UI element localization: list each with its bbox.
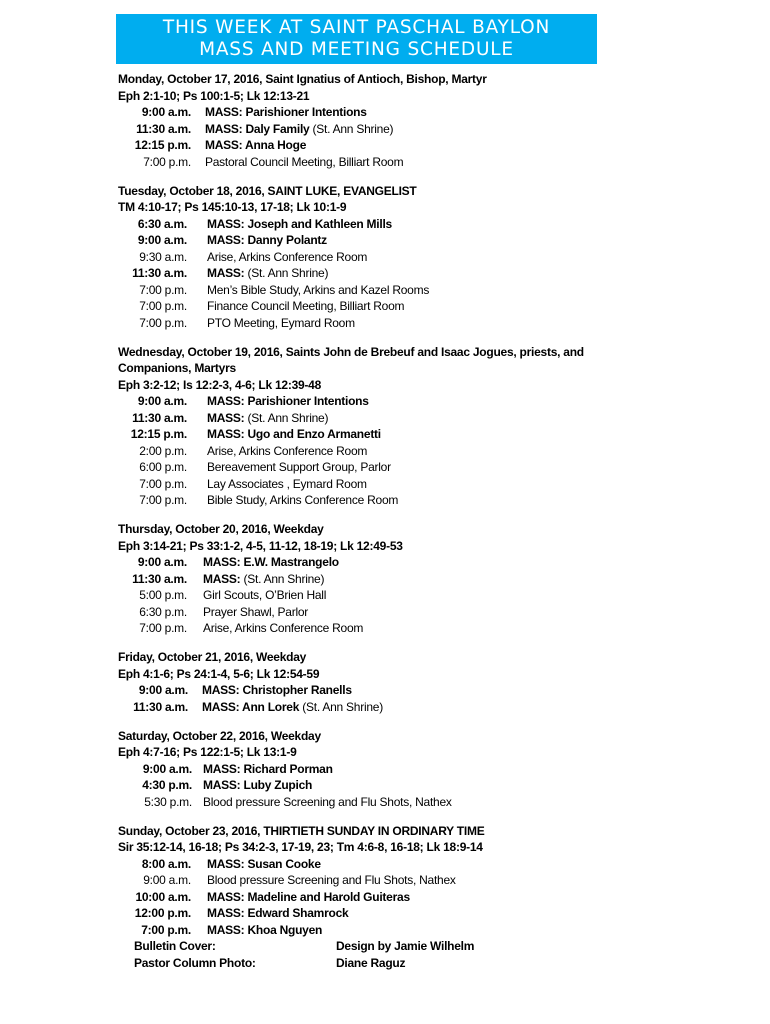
bulletin-cover-label: Bulletin Cover:: [134, 939, 216, 953]
mass-intention: MASS:: [207, 410, 245, 425]
bulletin-cover-value: Design by Jamie Wilhelm: [336, 939, 475, 953]
schedule-row: [118, 459, 588, 476]
event-description: [191, 922, 322, 939]
event-description: [187, 604, 308, 621]
event-time: 5:00 p.m.: [139, 588, 187, 602]
event-description: [192, 777, 312, 794]
event-description: [191, 856, 321, 873]
event-time: 12:15 p.m.: [130, 427, 187, 441]
schedule-row: [118, 154, 588, 171]
day-section-thu: [118, 521, 588, 637]
event-time: 11:30 a.m.: [136, 121, 191, 136]
event-description: [187, 587, 326, 604]
mass-intention: MASS: Richard Porman: [203, 761, 333, 776]
event-time: 9:00 a.m.: [143, 873, 191, 887]
event-time: 7:00 p.m.: [139, 299, 187, 313]
mass-intention: MASS: Anna Hoge: [205, 138, 307, 152]
day-section-fri: [118, 649, 588, 715]
event-description: [187, 571, 324, 588]
event-time: 9:00 a.m.: [137, 555, 187, 569]
event-detail: Men’s Bible Study, Arkins and Kazel Rooms: [207, 282, 430, 297]
event-description: [187, 298, 404, 315]
schedule-row: [118, 216, 588, 233]
event-description: [191, 905, 348, 922]
event-detail: Pastoral Council Meeting, Billiart Room: [205, 154, 404, 169]
mass-intention: MASS: Daly Family: [205, 121, 310, 136]
event-detail: Prayer Shawl, Parlor: [203, 604, 309, 619]
event-description: [187, 265, 328, 282]
schedule-row: [118, 265, 588, 282]
event-description: [188, 699, 383, 716]
day-heading: Tuesday, October 18, 2016, SAINT LUKE, EVANGELIST: [118, 183, 417, 198]
banner-title-line1: THIS WEEK AT SAINT PASCHAL BAYLON: [162, 17, 551, 38]
day-heading-line: Companions, Martyrs: [118, 361, 236, 375]
event-time: 8:00 a.m.: [141, 856, 191, 871]
day-section-tue: [118, 183, 588, 332]
event-time: 12:00 p.m.: [134, 906, 191, 920]
day-heading-line: TM 4:10-17; Ps 145:10-13, 17-18; Lk 10:1-9: [118, 200, 347, 214]
mass-intention: MASS: Madeline and Harold Guiteras: [207, 889, 410, 904]
event-description: [187, 459, 391, 476]
event-time: 11:30 a.m.: [133, 699, 188, 714]
event-description: [187, 315, 355, 332]
schedule-row: [118, 856, 588, 873]
event-time: 10:00 a.m.: [135, 889, 191, 904]
event-time: 9:00 a.m.: [142, 761, 192, 776]
event-description: [191, 872, 456, 889]
event-detail: (St. Ann Shrine): [244, 266, 329, 280]
day-heading: Sunday, October 23, 2016, THIRTIETH SUNDAY IN ORDINARY TIME: [118, 823, 485, 838]
schedule-row: [118, 682, 588, 699]
event-description: [191, 137, 306, 154]
schedule-row: [118, 554, 588, 571]
mass-intention: MASS: Khoa Nguyen: [207, 922, 323, 937]
event-time: 12:15 p.m.: [134, 138, 191, 152]
event-detail: Arise, Arkins Conference Room: [207, 443, 368, 458]
weekly-schedule: [118, 71, 588, 951]
credit-row-bulletin-cover: [134, 938, 474, 955]
mass-intention: MASS: Parishioner Intentions: [205, 105, 367, 119]
event-time: 9:30 a.m.: [139, 249, 187, 264]
event-time: 6:00 p.m.: [139, 460, 187, 474]
event-description: [187, 393, 369, 410]
event-time: 2:00 p.m.: [139, 443, 187, 458]
mass-intention: MASS:: [203, 571, 241, 586]
event-time: 11:30 a.m.: [132, 266, 187, 280]
schedule-row: [118, 905, 588, 922]
day-heading-line: Eph 4:7-16; Ps 122:1-5; Lk 13:1-9: [118, 745, 297, 759]
schedule-row: [118, 777, 588, 794]
event-description: [187, 554, 339, 571]
schedule-row: [118, 282, 588, 299]
event-time: 4:30 p.m.: [142, 778, 192, 792]
schedule-row: [118, 426, 588, 443]
schedule-row: [118, 249, 588, 266]
credits: [134, 938, 474, 971]
schedule-row: [118, 315, 588, 332]
event-detail: Lay Associates , Eymard Room: [207, 476, 367, 491]
event-description: [187, 216, 392, 233]
event-detail: (St. Ann Shrine): [299, 699, 383, 714]
event-description: [192, 761, 333, 778]
schedule-row: [118, 492, 588, 509]
schedule-row: [118, 137, 588, 154]
schedule-row: [118, 393, 588, 410]
event-detail: Arise, Arkins Conference Room: [203, 621, 364, 635]
event-time: 9:00 a.m.: [138, 683, 188, 697]
day-heading: Monday, October 17, 2016, Saint Ignatius of Antioch, Bishop, Martyr: [118, 72, 487, 86]
event-description: [191, 154, 403, 171]
schedule-banner: [116, 14, 597, 64]
mass-intention: MASS: Parishioner Intentions: [207, 394, 369, 408]
mass-intention: MASS: Ugo and Enzo Armanetti: [207, 427, 381, 441]
event-description: [191, 104, 367, 121]
event-detail: Girl Scouts, O’Brien Hall: [203, 588, 327, 602]
mass-intention: MASS: Danny Polantz: [207, 233, 327, 247]
day-section-sun: [118, 823, 588, 939]
schedule-row: [118, 604, 588, 621]
pastor-photo-label: Pastor Column Photo:: [134, 955, 256, 970]
event-detail: Blood pressure Screening and Flu Shots, Nathex: [203, 794, 452, 809]
credit-row-pastor-photo: [134, 955, 474, 972]
event-time: 7:00 p.m.: [139, 315, 187, 330]
schedule-row: [118, 232, 588, 249]
event-description: [187, 410, 328, 427]
mass-intention: MASS: Christopher Ranells: [202, 683, 352, 697]
schedule-row: [118, 443, 588, 460]
event-description: [187, 249, 367, 266]
day-heading-line: Eph 3:14-21; Ps 33:1-2, 4-5, 11-12, 18-19; Lk 12:49-53: [118, 538, 403, 553]
event-time: 7:00 p.m.: [139, 621, 187, 635]
event-time: 7:00 p.m.: [141, 922, 191, 937]
schedule-row: [118, 104, 588, 121]
event-description: [187, 476, 367, 493]
day-heading: Friday, October 21, 2016, Weekday: [118, 650, 307, 664]
schedule-row: [118, 571, 588, 588]
event-description: [187, 443, 367, 460]
day-heading-line: Sir 35:12-14, 16-18; Ps 34:2-3, 17-19, 23; Tm 4:6-8, 16-18; Lk 18:9-14: [118, 840, 483, 854]
day-section-sat: [118, 728, 588, 811]
event-detail: Finance Council Meeting, Billiart Room: [207, 299, 405, 313]
event-description: [191, 121, 393, 138]
day-heading: Saturday, October 22, 2016, Weekday: [118, 728, 321, 743]
event-detail: Bereavement Support Group, Parlor: [207, 460, 391, 474]
event-description: [187, 492, 398, 509]
event-description: [192, 794, 452, 811]
event-detail: PTO Meeting, Eymard Room: [207, 315, 355, 330]
event-time: 7:00 p.m.: [143, 154, 191, 169]
mass-intention: MASS:: [207, 266, 245, 280]
event-description: [188, 682, 352, 699]
event-time: 7:00 p.m.: [139, 282, 187, 297]
schedule-row: [118, 620, 588, 637]
day-heading-line: Eph 3:2-12; Is 12:2-3, 4-6; Lk 12:39-48: [118, 377, 322, 392]
day-heading: Thursday, October 20, 2016, Weekday: [118, 522, 324, 536]
mass-intention: MASS: Luby Zupich: [203, 778, 313, 792]
day-heading: Wednesday, October 19, 2016, Saints John de Brebeuf and Isaac Jogues, priests, and: [118, 344, 584, 359]
event-description: [187, 232, 327, 249]
event-description: [191, 889, 410, 906]
event-time: 6:30 p.m.: [139, 604, 187, 619]
event-detail: (St. Ann Shrine): [309, 121, 394, 136]
mass-intention: MASS: Edward Shamrock: [207, 906, 349, 920]
day-section-mon: [118, 71, 588, 170]
schedule-row: [118, 761, 588, 778]
event-time: 9:00 a.m.: [141, 105, 191, 119]
pastor-photo-value: Diane Raguz: [336, 955, 406, 970]
mass-intention: MASS: E.W. Mastrangelo: [203, 555, 339, 569]
event-description: [187, 282, 429, 299]
event-time: 5:30 p.m.: [144, 794, 192, 809]
day-heading-line: Eph 4:1-6; Ps 24:1-4, 5-6; Lk 12:54-59: [118, 666, 320, 681]
event-time: 7:00 p.m.: [139, 476, 187, 491]
schedule-row: [118, 587, 588, 604]
event-detail: Blood pressure Screening and Flu Shots, Nathex: [207, 873, 456, 887]
schedule-row: [118, 889, 588, 906]
schedule-row: [118, 922, 588, 939]
schedule-row: [118, 410, 588, 427]
event-time: 11:30 a.m.: [132, 410, 187, 425]
event-detail: (St. Ann Shrine): [240, 571, 325, 586]
event-time: 9:00 a.m.: [137, 233, 187, 247]
event-time: 7:00 p.m.: [139, 493, 187, 507]
schedule-row: [118, 794, 588, 811]
event-time: 9:00 a.m.: [137, 394, 187, 408]
event-detail: Bible Study, Arkins Conference Room: [207, 493, 399, 507]
event-detail: Arise, Arkins Conference Room: [207, 249, 368, 264]
schedule-row: [118, 298, 588, 315]
schedule-row: [118, 699, 588, 716]
mass-intention: MASS: Joseph and Kathleen Mills: [207, 216, 392, 231]
event-detail: (St. Ann Shrine): [244, 410, 329, 425]
event-time: 6:30 a.m.: [137, 216, 187, 231]
day-heading-line: Eph 2:1-10; Ps 100:1-5; Lk 12:13-21: [118, 88, 310, 103]
mass-intention: MASS: Susan Cooke: [207, 856, 321, 871]
mass-intention: MASS: Ann Lorek: [202, 699, 300, 714]
day-section-wed: [118, 344, 588, 509]
event-time: 11:30 a.m.: [132, 571, 187, 586]
banner-title-line2: MASS AND MEETING SCHEDULE: [199, 39, 514, 60]
event-description: [187, 426, 381, 443]
schedule-row: [118, 121, 588, 138]
schedule-row: [118, 872, 588, 889]
event-description: [187, 620, 363, 637]
schedule-row: [118, 476, 588, 493]
